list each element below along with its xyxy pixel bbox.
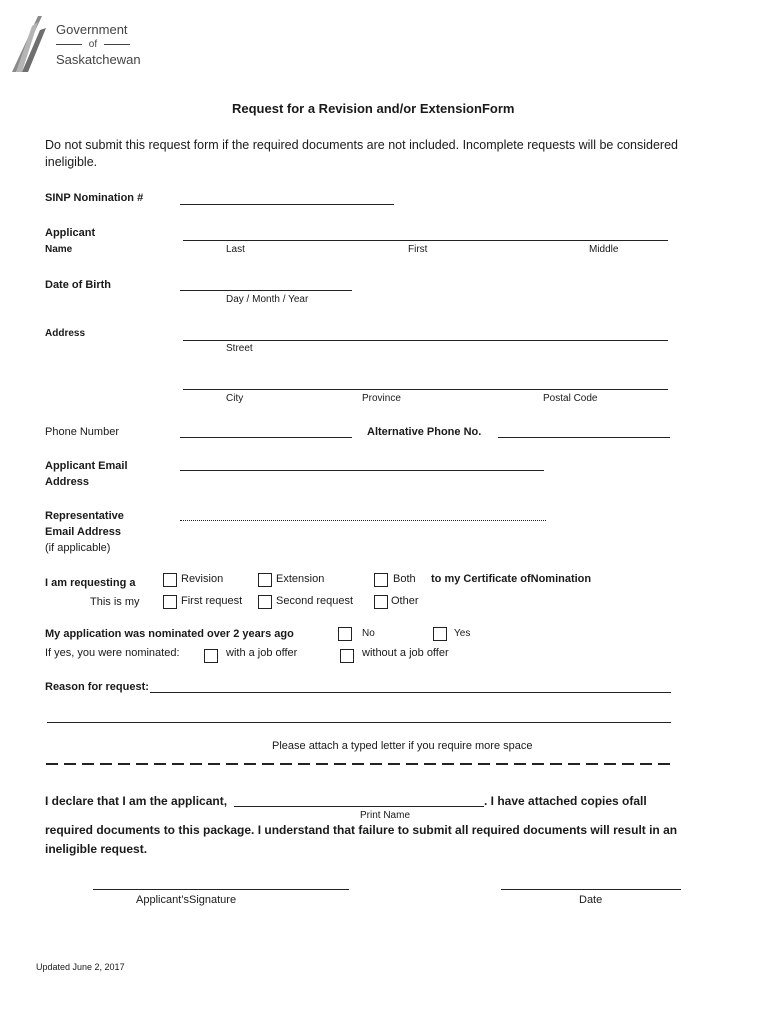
dob-label: Date of Birth (45, 279, 111, 291)
requesting-label: I am requesting a (45, 577, 136, 589)
if-yes-label: If yes, you were nominated: (45, 647, 180, 659)
province-hint: Province (362, 393, 401, 404)
second-request-checkbox[interactable] (258, 595, 272, 609)
last-hint: Last (226, 244, 245, 255)
email-label-2: Address (45, 476, 90, 488)
second-request-label: Second request (276, 595, 354, 607)
logo (8, 14, 148, 76)
dash-segment (622, 763, 634, 765)
rep-label-2: Email Address (45, 526, 122, 538)
alt-phone-field[interactable] (498, 437, 670, 438)
date-label: Date (579, 894, 603, 906)
reason-label: Reason for request: (45, 681, 149, 693)
signature-field[interactable] (93, 889, 349, 890)
logo-line-3: Saskatchewan (56, 52, 141, 67)
email-label-1: Applicant Email (45, 460, 128, 472)
dash-segment (568, 763, 580, 765)
other-checkbox[interactable] (374, 595, 388, 609)
declaration-part-2: . I have attached copies ofall (484, 794, 647, 808)
declaration-part-3: required documents to this package. I understand that failure to submit all required documents will result in an (45, 823, 678, 837)
dash-segment (640, 763, 652, 765)
phone-field[interactable] (180, 437, 352, 438)
certificate-suffix: to my Certificate ofNomination (431, 573, 592, 585)
dash-segment (370, 763, 382, 765)
first-request-checkbox[interactable] (163, 595, 177, 609)
address-label: Address (45, 328, 86, 339)
street-field[interactable] (183, 340, 668, 341)
dash-segment (550, 763, 562, 765)
rep-label-3: (if applicable) (45, 542, 111, 554)
dob-field[interactable] (180, 290, 352, 291)
both-label: Both (393, 573, 416, 585)
dash-segment (460, 763, 472, 765)
declaration-part-4: ineligible request. (45, 842, 148, 856)
dash-segment (298, 763, 310, 765)
without-offer-checkbox[interactable] (340, 649, 354, 663)
applicant-label: Applicant (45, 227, 96, 239)
dash-segment (100, 763, 112, 765)
declaration-part-1: I declare that I am the applicant, (45, 794, 228, 808)
with-offer-label: with a job offer (226, 647, 298, 659)
reason-field-2[interactable] (47, 722, 671, 723)
name-label: Name (45, 244, 73, 255)
name-field[interactable] (183, 240, 668, 241)
city-field[interactable] (183, 389, 668, 390)
dash-segment (334, 763, 346, 765)
print-name-hint: Print Name (360, 810, 411, 821)
rep-label-1: Representative (45, 510, 124, 522)
dash-segment (64, 763, 76, 765)
intro-text: Do not submit this request form if the required documents are not included. Incomplete requests will be considered ineligible. (45, 138, 678, 169)
dash-segment (496, 763, 508, 765)
updated-date: Updated June 2, 2017 (36, 962, 125, 972)
dash-segment (136, 763, 148, 765)
dash-segment (172, 763, 184, 765)
email-field[interactable] (180, 470, 544, 471)
dashed-separator (46, 763, 676, 766)
rep-email-field[interactable] (180, 520, 546, 521)
phone-label: Phone Number (45, 426, 119, 438)
logo-line-2 (56, 39, 130, 50)
dash-segment (478, 763, 490, 765)
page-title: Request for a Revision and/or ExtensionForm (232, 101, 515, 116)
alt-phone-label: Alternative Phone No. (367, 426, 482, 438)
this-is-my-label: This is my (90, 596, 140, 608)
dash-segment (82, 763, 94, 765)
nominated-question: My application was nominated over 2 years ago (45, 628, 294, 640)
dash-segment (514, 763, 526, 765)
dash-segment (586, 763, 598, 765)
dash-segment (262, 763, 274, 765)
revision-label: Revision (181, 573, 224, 585)
print-name-field[interactable] (234, 806, 484, 807)
with-offer-checkbox[interactable] (204, 649, 218, 663)
first-request-label: First request (181, 595, 243, 607)
date-field[interactable] (501, 889, 681, 890)
dash-segment (316, 763, 328, 765)
without-offer-label: without a job offer (362, 647, 449, 659)
no-label: No (362, 628, 375, 639)
reason-field-1[interactable] (150, 692, 671, 693)
dash-segment (442, 763, 454, 765)
dash-segment (226, 763, 238, 765)
sinp-label: SINP Nomination # (45, 192, 144, 204)
dash-segment (208, 763, 220, 765)
city-hint: City (226, 393, 244, 404)
dash-segment (388, 763, 400, 765)
no-checkbox[interactable] (338, 627, 352, 641)
signature-label: Applicant’sSignature (136, 894, 237, 906)
dash-segment (532, 763, 544, 765)
dash-segment (406, 763, 418, 765)
extension-label: Extension (276, 573, 325, 585)
attach-note: Please attach a typed letter if you require more space (272, 740, 533, 752)
dash-segment (424, 763, 436, 765)
dash-segment (118, 763, 130, 765)
yes-label: Yes (454, 628, 471, 639)
revision-checkbox[interactable] (163, 573, 177, 587)
yes-checkbox[interactable] (433, 627, 447, 641)
sinp-field[interactable] (180, 204, 394, 205)
both-checkbox[interactable] (374, 573, 388, 587)
first-hint: First (408, 244, 428, 255)
saskatchewan-logo-icon (8, 14, 48, 74)
dash-segment (352, 763, 364, 765)
dob-hint: Day / Month / Year (226, 294, 309, 305)
dash-segment (604, 763, 616, 765)
dash-segment (46, 763, 58, 765)
postal-hint: Postal Code (543, 393, 598, 404)
extension-checkbox[interactable] (258, 573, 272, 587)
logo-line-1: Government (56, 22, 128, 37)
middle-hint: Middle (589, 244, 619, 255)
other-label: Other (391, 595, 419, 607)
logo-of: of (88, 39, 98, 50)
street-hint: Street (226, 343, 253, 354)
dash-segment (154, 763, 166, 765)
dash-segment (244, 763, 256, 765)
dash-segment (658, 763, 670, 765)
dash-segment (190, 763, 202, 765)
dash-segment (280, 763, 292, 765)
